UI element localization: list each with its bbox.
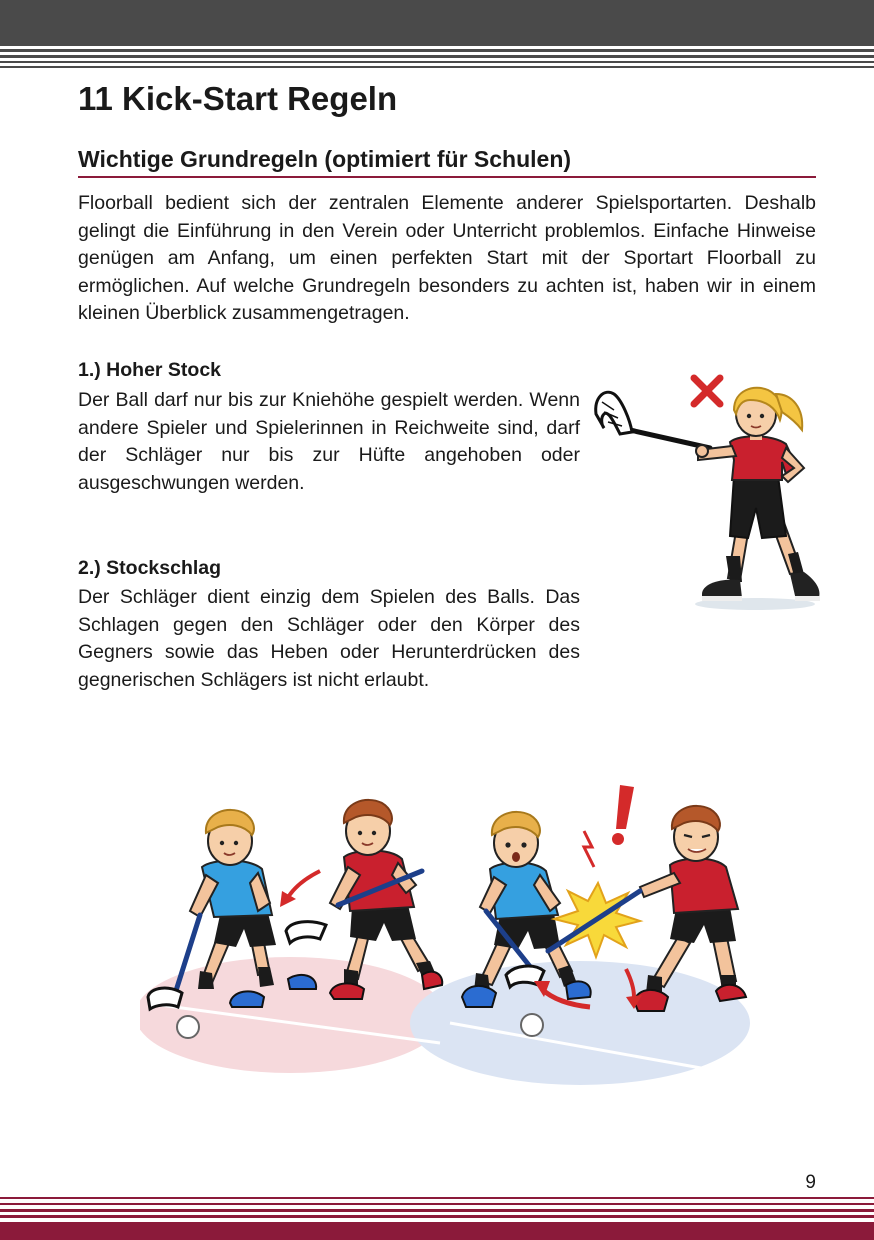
section-heading: Wichtige Grundregeln (optimiert für Schulen) (78, 146, 572, 172)
rule-title-high-stick: 1.) Hoher Stock (78, 359, 222, 381)
header-band (0, 0, 874, 46)
header-stripe (0, 61, 874, 63)
rule-title-stick-hit: 2.) Stockschlag (78, 557, 222, 579)
rule-body-stick-hit: Der Schläger dient einzig dem Spielen des Balls. Das Schlagen gegen den Schläger oder den Körper des Gegners sowie das Heben oder Herunterdrücken des gegnerischen Schlägers ist nicht erlaubt. (78, 586, 580, 691)
page-title: 11 Kick-Start Regeln (78, 80, 398, 117)
rule-body-high-stick: Der Ball darf nur bis zur Kniehöhe gespielt werden. Wenn andere Spieler und Spielerinnen in Reichweite sind, darf der Schläger nur bis zur Hüfte angehoben oder ausgeschwungen werden. (78, 389, 580, 494)
intro-paragraph: Floorball bedient sich der zentralen Elemente anderer Spielsportarten. Deshalb gelingt die Einführung in den Verein oder Unterricht problemlos. Einfache Hinweise genügen am Anfang, um einen perfekten Start mit der Sportart Floorball zu ermöglichen. Auf welche Grundregeln besonders zu achten ist, haben wir in einem kleinen Überblick zusammengetragen. (78, 192, 816, 324)
footer-stripe (0, 1203, 874, 1205)
warning-exclamation-icon (612, 785, 634, 845)
girl-player-icon (696, 388, 820, 601)
footer-band (0, 1222, 874, 1240)
header-stripe (0, 49, 874, 52)
page-number: 9 (805, 1172, 816, 1193)
stick-hit-illustration (140, 775, 750, 1095)
footer-stripe (0, 1209, 874, 1212)
ball-icon (177, 1016, 199, 1038)
high-stick-illustration (590, 368, 830, 616)
header-stripe (0, 66, 874, 68)
prohibited-x-icon (694, 378, 720, 404)
heading-underline (78, 176, 816, 178)
header-stripe (0, 55, 874, 58)
lightning-icon (584, 831, 594, 867)
footer-stripe (0, 1215, 874, 1218)
footer-stripe (0, 1197, 874, 1199)
ball-icon (521, 1014, 543, 1036)
